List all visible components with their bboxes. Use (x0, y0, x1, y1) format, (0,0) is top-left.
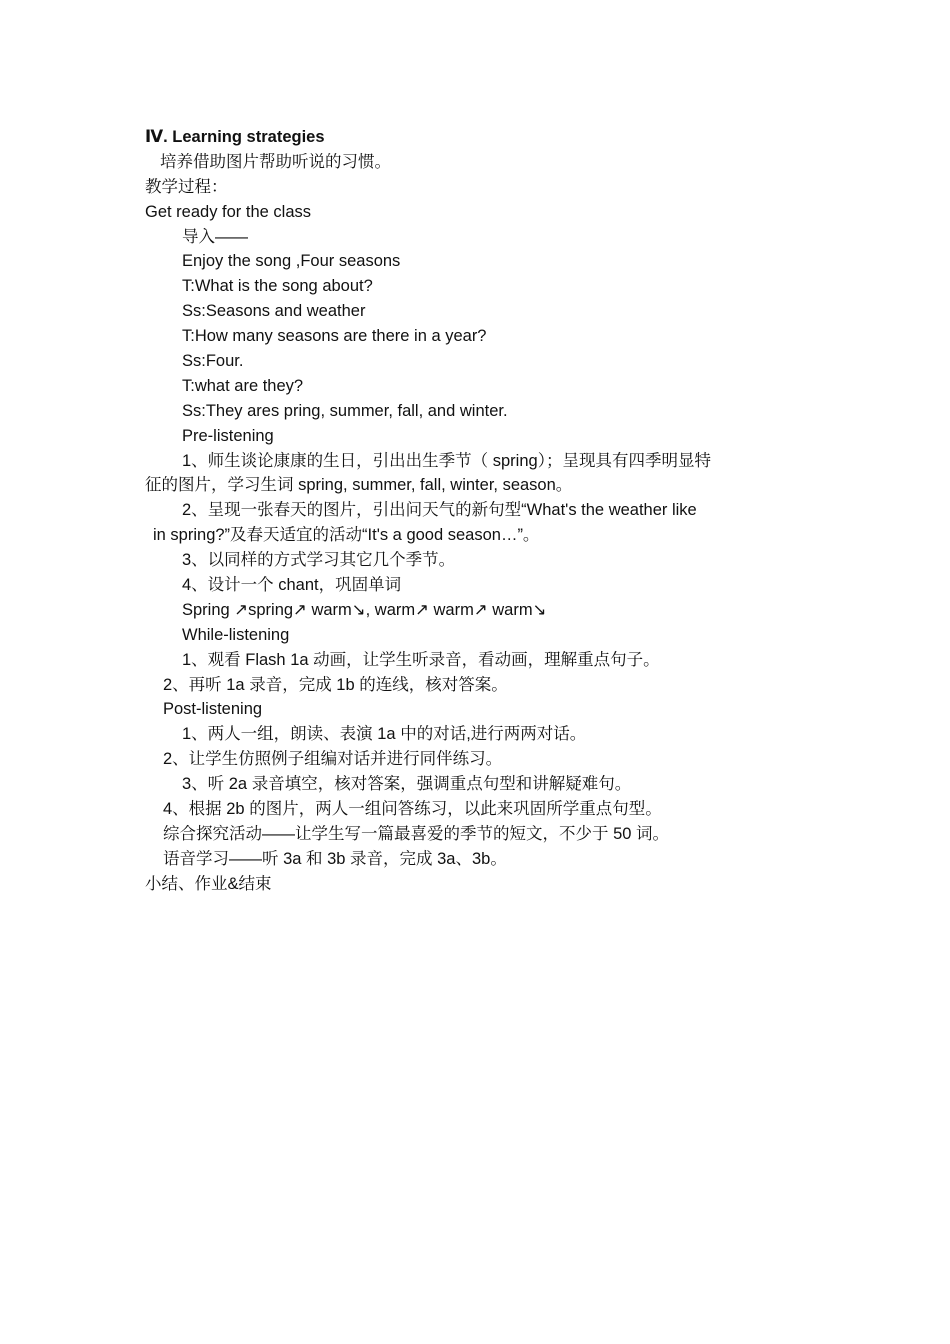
dialogue-line: T:How many seasons are there in a year? (182, 327, 487, 346)
step-text: 1、两人一组，朗读、表演 1a 中的对话,进行两两对话。 (182, 725, 587, 744)
step-text: 2、再听 1a 录音，完成 1b 的连线，核对答案。 (163, 675, 508, 694)
chant-line: Spring ↗spring↗ warm↘, warm↗ warm↗ warm↘ (182, 600, 547, 619)
summary-heading: 小结、作业&结束 (145, 874, 272, 893)
dialogue-line: Ss:They ares pring, summer, fall, and winter. (182, 401, 508, 420)
post-listening-heading: Post-listening (163, 700, 263, 719)
phonics-text: 语音学习——听 3a 和 3b 录音，完成 3a、3b。 (163, 849, 507, 868)
lead-in-label: 导入—— (182, 227, 248, 246)
step-text: 4、根据 2b 的图片，两人一组问答练习，以此来巩固所学重点句型。 (163, 800, 662, 819)
document-body (145, 125, 815, 897)
get-ready-heading: Get ready for the class (145, 202, 311, 221)
step-text: 2、呈现一张春天的图片，引出问天气的新句型“What's the weather like (182, 501, 697, 520)
step-text: 3、听 2a 录音填空，核对答案，强调重点句型和讲解疑难句。 (182, 775, 632, 794)
dialogue-line: T:what are they? (182, 376, 304, 395)
step-text: 1、师生谈论康康的生日，引出出生季节（ spring）；呈现具有四季明显特 (182, 451, 711, 470)
inquiry-activity-text: 综合探究活动——让学生写一篇最喜爱的季节的短文，不少于 50 词。 (163, 824, 670, 843)
step-text: 3、以同样的方式学习其它几个季节。 (182, 551, 456, 570)
step-text-continued: 征的图片，学习生词 spring, summer, fall, winter, season。 (145, 476, 573, 495)
step-text-continued: in spring?”及春天适宜的活动“It's a good season…”。 (153, 526, 540, 545)
teaching-process-heading: 教学过程： (145, 177, 228, 196)
dialogue-line: Ss:Seasons and weather (182, 302, 366, 321)
section-heading-learning-strategies: Ⅳ. Learning strategies (145, 128, 325, 146)
step-text: 1、观看 Flash 1a 动画，让学生听录音，看动画，理解重点句子。 (182, 650, 660, 669)
while-listening-heading: While-listening (182, 625, 290, 644)
step-text: 4、设计一个 chant，巩固单词 (182, 576, 402, 595)
dialogue-line: T:What is the song about? (182, 277, 373, 296)
pre-listening-heading: Pre-listening (182, 426, 274, 445)
step-text: 2、让学生仿照例子组编对话并进行同伴练习。 (163, 750, 503, 769)
dialogue-line: Enjoy the song ,Four seasons (182, 252, 401, 271)
strategy-text: 培养借助图片帮助听说的习惯。 (160, 152, 391, 171)
dialogue-line: Ss:Four. (182, 352, 244, 371)
